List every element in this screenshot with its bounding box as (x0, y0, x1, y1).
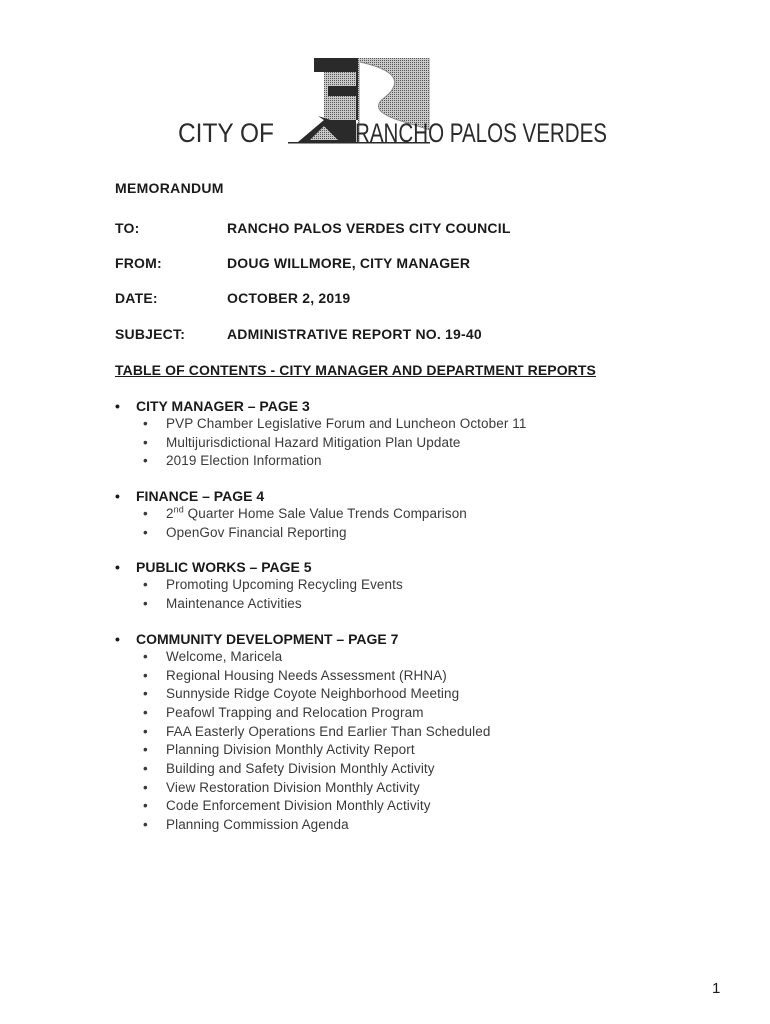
bullet-icon: • (143, 506, 148, 522)
logo-text-right: RANCHO PALOS VERDES (355, 118, 607, 148)
header-subject-value: ADMINISTRATIVE REPORT NO. 19-40 (227, 326, 482, 342)
section-title: COMMUNITY DEVELOPMENT – PAGE 7 (136, 630, 399, 647)
bullet-icon: • (143, 779, 148, 795)
section-finance (115, 487, 715, 542)
section-public-works (115, 558, 715, 613)
bullet-icon: • (115, 488, 120, 505)
header-from-value: DOUG WILLMORE, CITY MANAGER (227, 255, 471, 271)
toc-sections (115, 397, 715, 851)
bullet-icon: • (143, 686, 148, 702)
header-date (115, 290, 350, 306)
bullet-icon: • (115, 630, 120, 647)
bullet-icon: • (143, 742, 148, 758)
list-item: • Peafowl Trapping and Relocation Program (115, 704, 715, 723)
header-to-value: RANCHO PALOS VERDES CITY COUNCIL (227, 220, 511, 236)
bullet-icon: • (143, 667, 148, 683)
header-from (115, 255, 470, 271)
list-item: • Planning Division Monthly Activity Report (115, 741, 715, 760)
header-date-label: DATE: (115, 290, 158, 306)
logo-text-left: CITY OF (178, 118, 274, 148)
bullet-icon: • (115, 398, 120, 414)
bullet-icon: • (143, 524, 148, 540)
bullet-icon: • (143, 760, 148, 776)
bullet-icon: • (115, 559, 120, 576)
section-title: CITY MANAGER – PAGE 3 (136, 398, 310, 414)
header-to (115, 220, 511, 236)
list-item: • Welcome, Maricela (115, 648, 715, 667)
bullet-icon: • (143, 596, 148, 612)
list-item: • 2nd Quarter Home Sale Value Trends Comparison (115, 505, 715, 524)
section-title: FINANCE – PAGE 4 (136, 488, 265, 505)
section-title: PUBLIC WORKS – PAGE 5 (136, 559, 312, 576)
header-to-label: TO: (115, 220, 140, 236)
bullet-icon: • (143, 577, 148, 593)
bullet-icon: • (143, 434, 148, 450)
bullet-icon: • (143, 453, 148, 469)
list-item: • Sunnyside Ridge Coyote Neighborhood Meeting (115, 685, 715, 704)
list-item: • PVP Chamber Legislative Forum and Luncheon October 11 (115, 415, 715, 434)
list-item: • Regional Housing Needs Assessment (RHNA) (115, 667, 715, 686)
bullet-icon: • (143, 416, 148, 431)
bullet-icon: • (143, 723, 148, 739)
section-community-development (115, 630, 715, 835)
bullet-icon: • (143, 704, 148, 720)
header-from-label: FROM: (115, 255, 162, 271)
header-subject (115, 326, 482, 342)
bullet-icon: • (143, 648, 148, 664)
list-item: • Code Enforcement Division Monthly Activity (115, 797, 715, 816)
list-item: • Promoting Upcoming Recycling Events (115, 576, 715, 595)
memo-title: MEMORANDUM (115, 180, 224, 196)
header-subject-label: SUBJECT: (115, 326, 186, 342)
city-logo (178, 56, 608, 156)
list-item: • Maintenance Activities (115, 595, 715, 614)
toc-title: TABLE OF CONTENTS - CITY MANAGER AND DEPARTMENT REPORTS (115, 362, 596, 378)
bullet-icon: • (143, 798, 148, 814)
bullet-icon: • (143, 817, 148, 832)
page-number: 1 (712, 980, 721, 997)
list-item: • FAA Easterly Operations End Earlier Than Scheduled (115, 723, 715, 742)
list-item: • View Restoration Division Monthly Activity (115, 779, 715, 798)
list-item: • Building and Safety Division Monthly Activity (115, 760, 715, 779)
list-item: • 2019 Election Information (115, 452, 715, 471)
list-item: • Multijurisdictional Hazard Mitigation Plan Update (115, 434, 715, 453)
header-date-value: OCTOBER 2, 2019 (227, 290, 351, 306)
list-item: • Planning Commission Agenda (115, 816, 715, 835)
list-item: • OpenGov Financial Reporting (115, 524, 715, 543)
section-city-manager (115, 397, 715, 471)
